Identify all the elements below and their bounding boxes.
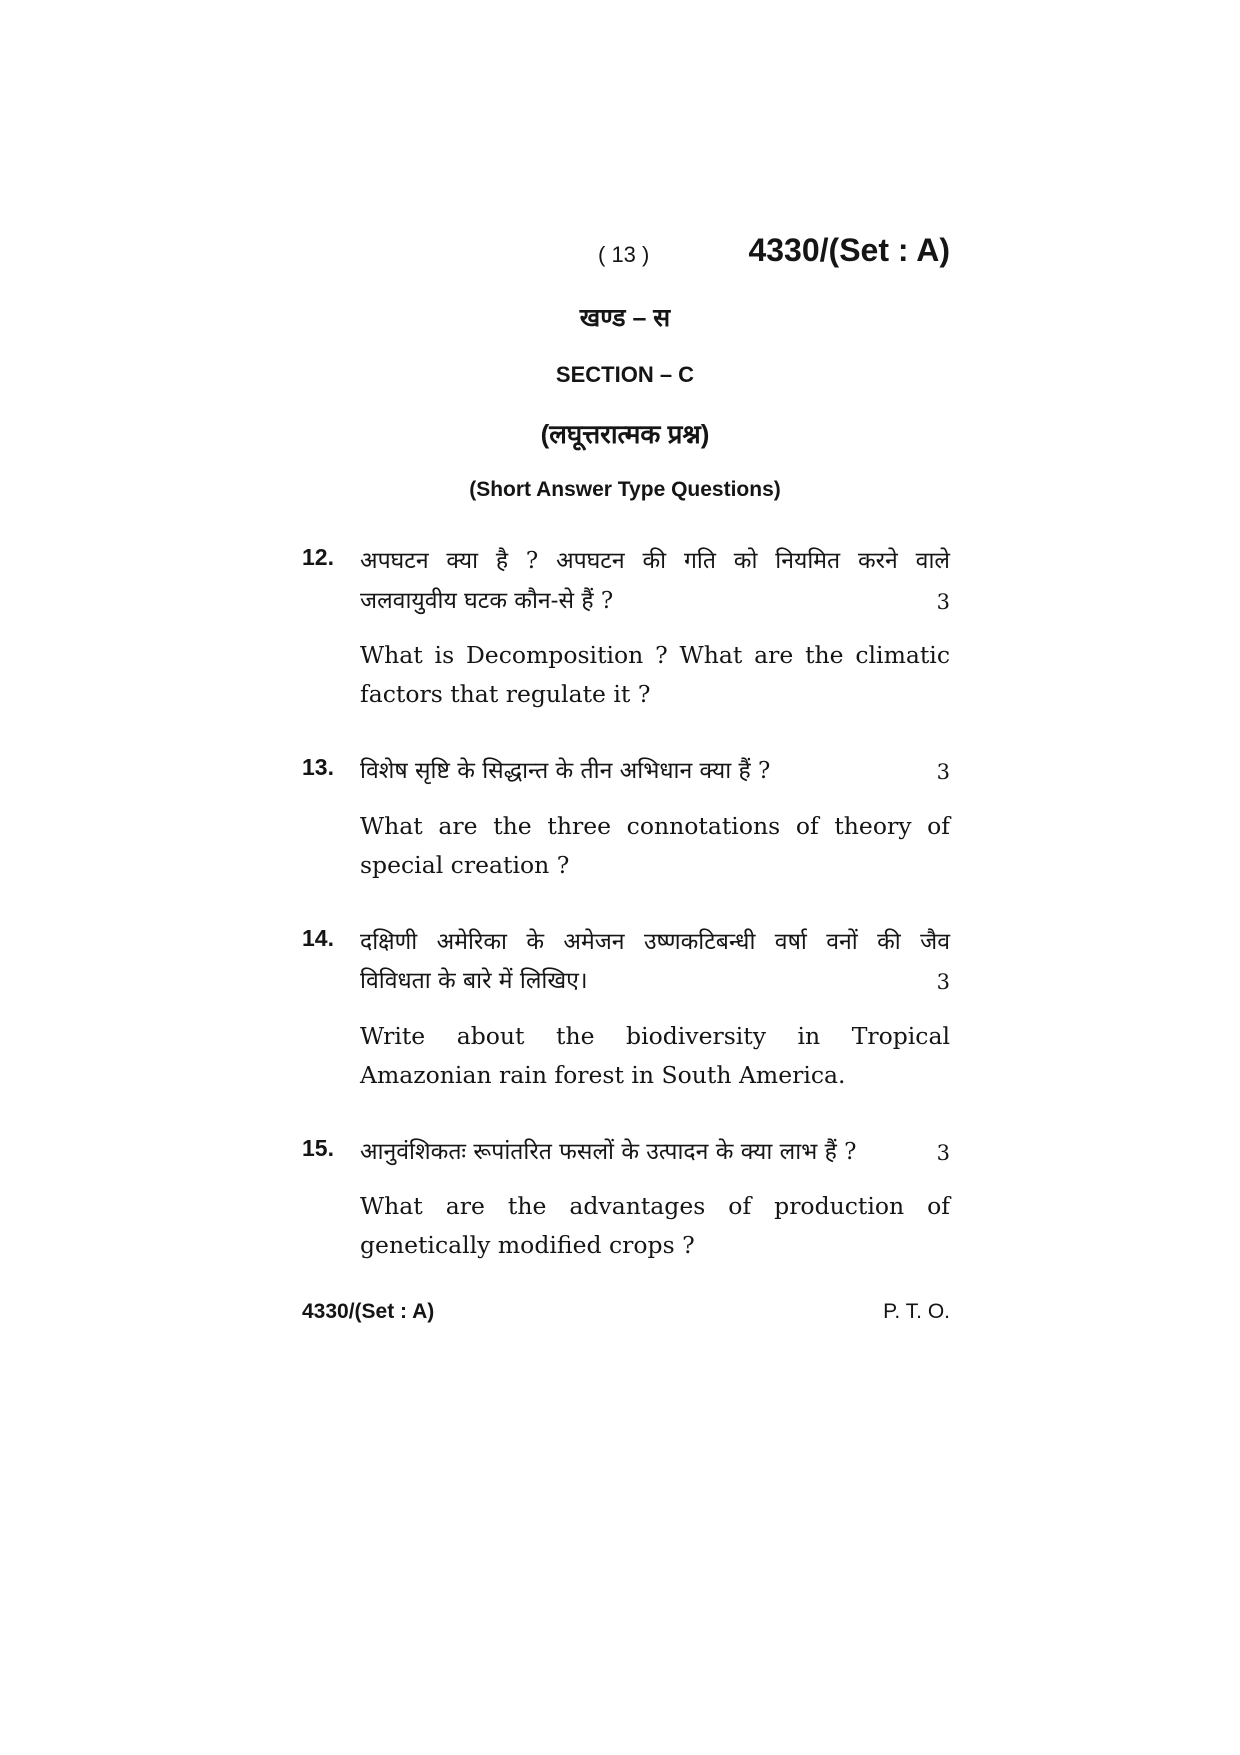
question-hindi-line: आनुवंशिकतः रूपांतरित फसलों के उत्पादन के क्या लाभ हैं ?	[360, 1139, 857, 1165]
question-english-line: Write about the biodiversity in Tropical	[360, 1022, 950, 1050]
question-english-line: What is Decomposition ? What are the climatic	[360, 641, 950, 669]
paper-code-header: 4330/(Set : A)	[748, 232, 950, 268]
section-title-hindi: खण्ड – स	[579, 304, 671, 332]
question-marks: 3	[936, 760, 950, 784]
question-english-line: What are the advantages of production of	[360, 1192, 950, 1220]
question-number: 12.	[302, 544, 334, 570]
question-marks: 3	[936, 590, 950, 614]
question-english-line: special creation ?	[360, 851, 570, 879]
section-title-english: SECTION – C	[555, 362, 695, 387]
question-type-hindi: (लघूत्तरात्मक प्रश्न)	[540, 419, 710, 449]
question-hindi-line: विविधता के बारे में लिखिए।	[360, 968, 588, 994]
question-hindi-line: अपघटन क्या है ? अपघटन की गति को नियमित करने वाले	[360, 548, 950, 574]
page-number: ( 13 )	[598, 242, 650, 267]
question-hindi-line: जलवायुवीय घटक कौन-से हैं ?	[360, 588, 614, 614]
question-hindi-line: दक्षिणी अमेरिका के अमेजन उष्णकटिबन्धी वर्षा वनों की जैव	[360, 929, 950, 955]
question-type-english: (Short Answer Type Questions)	[469, 478, 781, 501]
question-marks: 3	[936, 1141, 950, 1165]
paper-code-footer: 4330/(Set : A)	[302, 1300, 435, 1323]
question-english-line: genetically modified crops ?	[360, 1231, 695, 1259]
please-turn-over: P. T. O.	[883, 1300, 950, 1323]
question-hindi-line: विशेष सृष्टि के सिद्धान्त के तीन अभिधान क्या हैं ?	[360, 758, 771, 784]
question-number: 13.	[302, 754, 334, 780]
question-english-line: What are the three connotations of theory of	[360, 812, 950, 840]
question-number: 15.	[302, 1135, 334, 1161]
question-number: 14.	[302, 925, 334, 951]
question-english-line: Amazonian rain forest in South America.	[360, 1061, 846, 1089]
question-marks: 3	[936, 970, 950, 994]
question-english-line: factors that regulate it ?	[360, 680, 651, 708]
